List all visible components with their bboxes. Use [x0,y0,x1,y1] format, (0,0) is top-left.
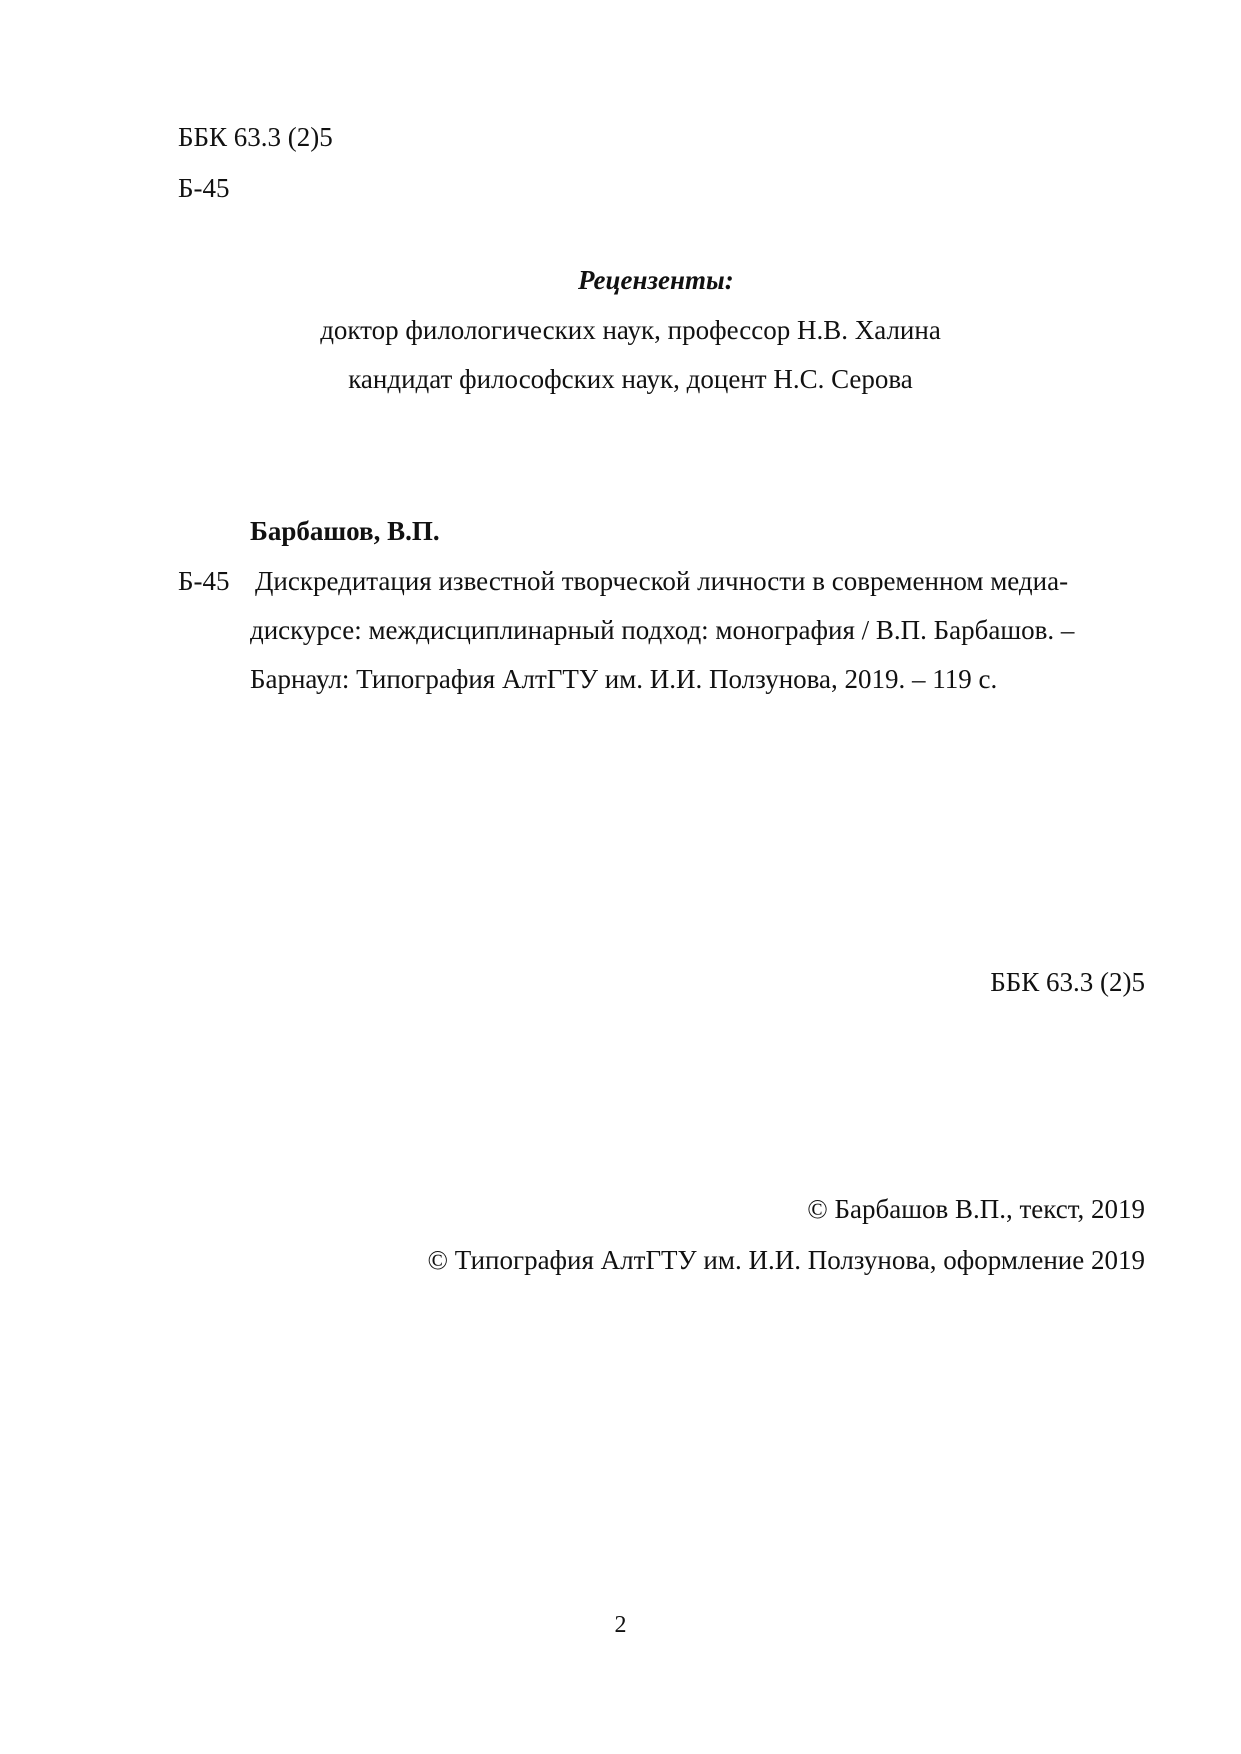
bbk-code-right: ББК 63.3 (2)5 [990,967,1145,997]
reviewer-1: доктор филологических наук, профессор Н.В. Халина [320,315,941,345]
page-number: 2 [614,1612,627,1638]
bibliography-author: Барбашов, В.П. [250,516,440,546]
bibliography-line-2: дискурсе: междисциплинарный подход: монография / В.П. Барбашов. – [250,615,1075,645]
bibliography-line-3: Барнаул: Типография АлтГТУ им. И.И. Ползунова, 2019. – 119 с. [250,664,998,694]
copyright-author: © Барбашов В.П., текст, 2019 [807,1194,1145,1224]
bbk-code: ББК 63.3 (2)5 [178,122,333,152]
bibliography-line-1: Дискредитация известной творческой личности в современном медиа- [255,566,1069,596]
bibliography-mark: Б-45 [178,566,230,596]
reviewers-title: Рецензенты: [578,265,734,295]
author-mark: Б-45 [178,173,230,203]
reviewer-2: кандидат философских наук, доцент Н.С. Серова [348,364,913,394]
copyright-publisher: © Типография АлтГТУ им. И.И. Ползунова, оформление 2019 [427,1245,1145,1275]
